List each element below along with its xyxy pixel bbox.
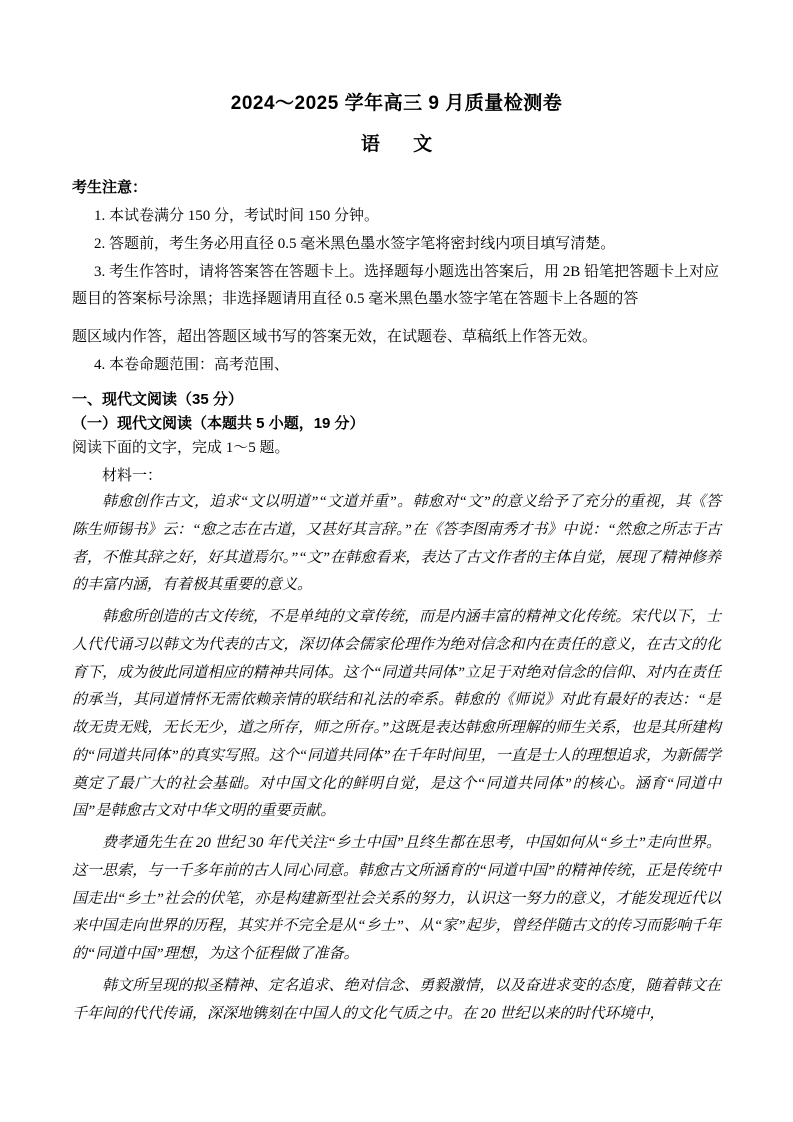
notice-heading: 考生注意： (72, 179, 148, 196)
material-label: 材料一： (102, 468, 163, 484)
section-heading: 一、现代文阅读（35 分） (72, 390, 243, 408)
notice-item-1: 1. 本试卷满分 150 分，考试时间 150 分钟。 (94, 208, 380, 224)
notice-item-3-continued: 题区域内作答，超出答题区域书写的答案无效，在试题卷、草稿纸上作答无效。 (72, 329, 598, 345)
subject-title: 语 文 (360, 134, 447, 155)
reading-instruction: 阅读下面的文字，完成 1～5 题。 (72, 439, 290, 456)
body-paragraph-3: 费孝通先生在 20 世纪 30 年代关注“乡土中国”且终生都在思考，中国如何从“乡土”走向世界。这一思索，与一千多年前的古人同心同意。韩愈古文所涵育的“同道中国”的精神传统，正是传统中国走出“乡土”社会的伏笔，亦是构建新型社会关系的努力，认识这一努力的意义，才能发现近代以来中国走向世界的历程，其实并不完全是从“乡土”、从“家”起步，曾经伴随古文的传习而影响千年的“同道中国”理想，为这个征程做了准备。 (72, 835, 721, 962)
subsection-heading-bold: （本题共 5 小题，19 分） (192, 414, 365, 432)
subsection-heading-prefix: （一）现代文阅读 (72, 414, 193, 432)
notice-item-4: 4. 本卷命题范围：高考范围、 (94, 356, 290, 373)
notice-item-3: 3. 考生作答时，请将答案答在答题卡上。选择题每小题选出答案后，用 2B 铅笔把答题卡上对应题目的答案标号涂黑；非选择题请用直径 0.5 毫米黑色墨水签字笔在答题卡上各题的答 (72, 263, 720, 308)
body-paragraph-4: 韩文所呈现的拟圣精神、定名追求、绝对信念、勇毅激情，以及奋进求变的态度，随着韩文在千年间的代代传诵，深深地镌刻在中国人的文化气质之中。在 20 世纪以来的时代环境中， (72, 977, 721, 1022)
body-paragraph-2: 韩愈所创造的古文传统，不是单纯的文章传统，而是内涵丰富的精神文化传统。宋代以下，士人代代诵习以韩文为代表的古文，深切体会儒家伦理作为绝对信念和内在责任的意义，在古文的化育下，成为彼此同道相应的精神共同体。这个“同道共同体”立足于对绝对信念的信仰、对内在责任的承当，其同道情怀无需依赖亲情的联结和礼法的牵系。韩愈的《师说》对此有最好的表达：“是故无贵无贱，无长无少，道之所存，师之所存。”这既是表达韩愈所理解的师生关系，也是其所建构的“同道共同体”的真实写照。这个“同道共同体”在千年时间里，一直是士人的理想追求，为新儒学奠定了最广大的社会基础。对中国文化的鲜明自觉，是这个“同道共同体”的核心。涵育“同道中国”是韩愈古文对中华文明的重要贡献。 (72, 609, 721, 820)
body-paragraph-1: 韩愈创作古文，追求“文以明道”“文道并重”。韩愈对“文”的意义给予了充分的重视，其《答陈生师锡书》云：“愈之志在古道，又甚好其言辞。”在《答李图南秀才书》中说：“然愈之所志于古者，不惟其辞之好，好其道焉尔。”“文”在韩愈看来，表达了古文作者的主体自觉，展现了精神修养的丰富内涵，有着极其重要的意义。 (72, 494, 721, 594)
page-title: 2024～2025 学年高三 9 月质量检测卷 (230, 93, 563, 114)
subsection-heading (72, 412, 721, 433)
notice-item-2: 2. 答题前，考生务必用直径 0.5 毫米黑色墨水签字笔将密封线内项目填写清楚。 (94, 235, 616, 252)
